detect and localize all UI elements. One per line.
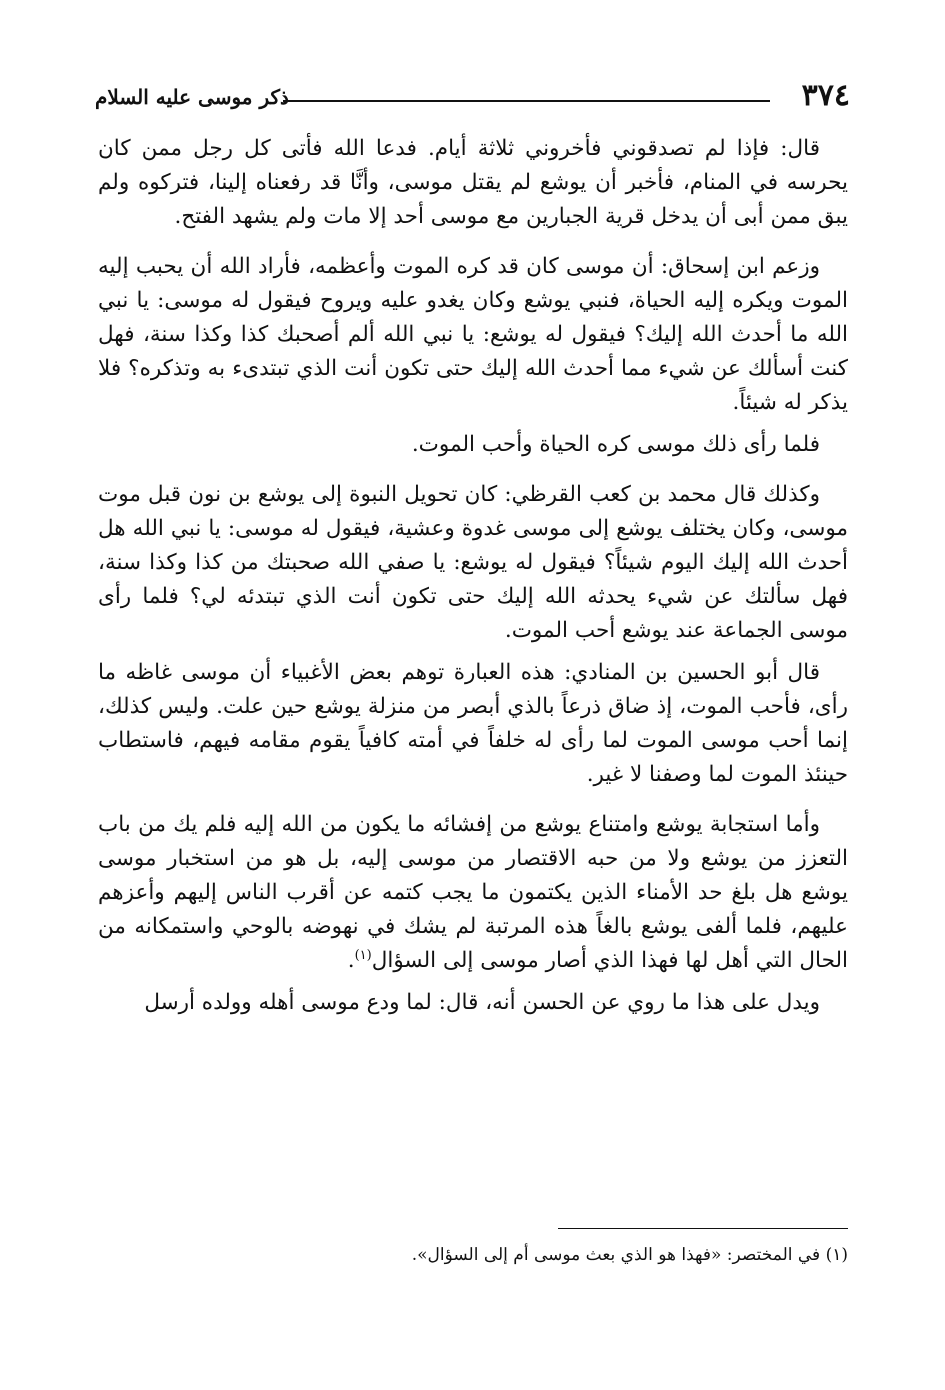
paragraph-5: قال أبو الحسين بن المنادي: هذه العبارة توهم بعض الأغبياء أن موسى غاظه ما رأى، فأحب الموت، إذ ضاق ذرعاً بالذي أبصر من منزلة يوشع حين علت. وليس كذلك، إنما أحب موسى الموت لما رأى له خلفاً في أمته كافياً يقوم مقامه فيهم، فاستطاب حينئذ الموت لما وصفنا لا غير.	[98, 660, 848, 787]
footnote-marker[interactable]: (١)	[354, 947, 372, 963]
page-number: ٣٧٤	[801, 78, 850, 113]
header-rule	[283, 100, 770, 102]
paragraph-3: فلما رأى ذلك موسى كره الحياة وأحب الموت.	[411, 432, 820, 457]
paragraph-4: وكذلك قال محمد بن كعب القرظي: كان تحويل النبوة إلى يوشع بن نون قبل موت موسى، وكان يختلف يوشع إلى موسى غدوة وعشية، فيقول له موسى: يا نبي الله هل أحدث الله إليك اليوم شيئاً؟ فيقول له يوشع: يا صفي الله صحبتك من كذا وكذا سنة، فهل سألتك عن شيء يحدثه الله إليك حتى تكون أنت الذي تبتدئه لي؟ فلما رأى موسى الجماعة عند يوشع أحب الموت.	[98, 482, 848, 643]
running-header	[95, 78, 850, 118]
paragraph-6-end: .	[347, 948, 355, 973]
paragraph-1: قال: فإذا لم تصدقوني فأخروني ثلاثة أيام. فدعا الله فأتى كل رجل ممن كان يحرسه في المنام، فأخبر أن يوشع لم يقتل موسى، وأنَّا قد رفعناه إلينا، فتركوه ولم يبق ممن أبى أن يدخل قرية الجبارين مع موسى أحد إلا مات ولم يشهد الفتح.	[98, 136, 848, 229]
paragraph-6-text: وأما استجابة يوشع وامتناع يوشع من إفشائه ما يكون من الله إليه فلم يك من باب التعزز من يوشع ولا من حبه الاقتصار من موسى إليه، بل هو من استخبار موسى يوشع هل بلغ حد الأمناء الذين يكتمون ما يجب كتمه عن أقرب الناس إليهم وأعزهم عليهم، فلما ألفى يوشع بالغاً هذه المرتبة لم يشك في نهوضه بالوحي واستمكانه من الحال التي أهل لها فهذا الذي أصار موسى إلى السؤال	[98, 812, 848, 973]
footnote: (١) في المختصر: «فهذا هو الذي بعث موسى أم إلى السؤال».	[411, 1245, 848, 1265]
paragraph-6	[98, 808, 848, 978]
chapter-title: ذكر موسى عليه السلام	[95, 85, 289, 109]
footnote-rule	[558, 1228, 848, 1229]
paragraph-7: ويدل على هذا ما روي عن الحسن أنه، قال: لما ودع موسى أهله وولده أرسل	[144, 990, 820, 1015]
paragraph-2: وزعم ابن إسحاق: أن موسى كان قد كره الموت وأعظمه، فأراد الله أن يحبب إليه الموت ويكره إليه الحياة، فنبي يوشع وكان يغدو عليه ويروح فيقول له موسى: يا نبي الله ما أحدث الله إليك؟ فيقول له يوشع: يا نبي الله ألم أصحبك كذا وكذا سنة، فهل كنت أسألك عن شيء مما أحدث الله إليك حتى تكون أنت الذي تبتدىء به وتذكره؟ فلا يذكر له شيئاً.	[98, 254, 848, 415]
body-text	[98, 132, 848, 1036]
